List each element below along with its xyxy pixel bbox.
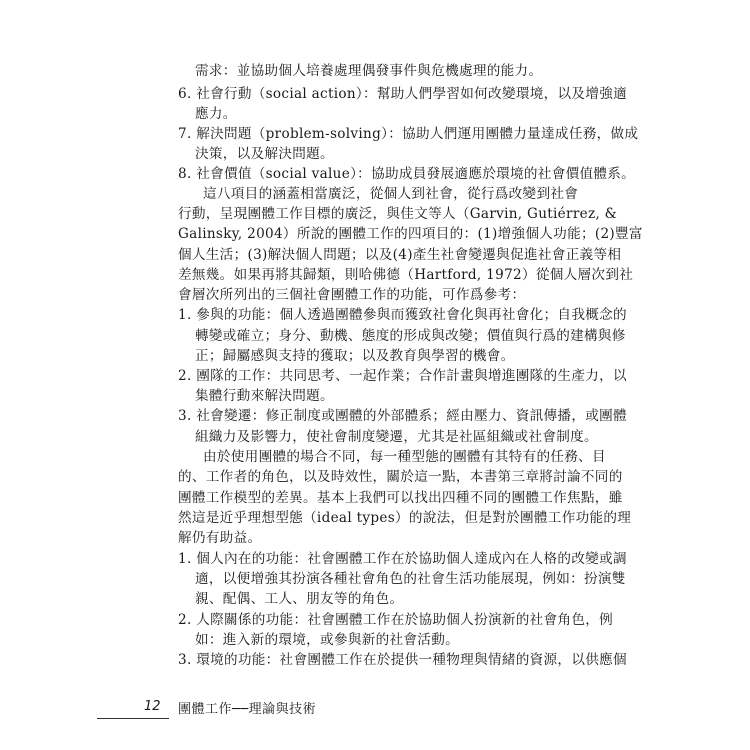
body-line-15: 正；歸屬感與支持的獲取；以及教育與學習的機會。 [195,348,515,364]
body-line-17: 集體行動來解決問題。 [195,388,334,404]
body-line-2: 6. 社會行動（social action）：幫助人們學習如何改變環境，以及增強適 [178,86,627,102]
body-line-19: 組織力及影響力，使社會制度變遷，尤其是社區組織或社會制度。 [195,429,598,445]
body-line-27: 親、配偶、工人、朋友等的角色。 [195,591,404,607]
body-line-21: 的、工作者的角色，以及時效性，關於這一點，本書第三章將討論不同的 [178,469,623,485]
body-line-23: 然這是近乎理想型態（ideal types）的說法，但是對於團體工作功能的理 [178,510,632,526]
body-line-3: 應力。 [195,106,237,122]
body-line-9: Galinsky, 2004）所說的團體工作的四項目的：(1)增強個人功能；(2)豐富 [178,226,643,242]
body-line-22: 團體工作模型的差異。基本上我們可以找出四種不同的團體工作焦點，雖 [178,490,623,506]
body-line-24: 解仍有助益。 [178,530,262,546]
body-line-13: 1. 參與的功能：個人透過團體參與而獲致社會化與再社會化；自我概念的 [178,307,627,323]
body-line-12: 會層次所列出的三個社會團體工作的功能，可作爲參考： [178,287,526,303]
body-line-28: 2. 人際關係的功能：社會團體工作在於協助個人扮演新的社會角色，例 [178,612,614,628]
body-line-6: 8. 社會價值（social value）：協助成員發展適應於環境的社會價值體系。 [178,166,636,182]
body-line-29: 如：進入新的環境，或參與新的社會活動。 [195,632,459,648]
body-line-11: 差無幾。如果再將其歸類，則哈佛德（Hartford, 1972）從個人層次到社 [178,267,634,283]
body-line-16: 2. 團隊的工作：共同思考、一起作業；合作計畫與增進團隊的生產力，以 [178,368,627,384]
body-line-20: 由於使用團體的場合不同，每一種型態的團體有其特有的任務、目 [203,449,606,465]
book-title: 團體工作──理論與技術 [178,702,317,717]
page-number: 12 [144,699,161,714]
body-line-4: 7. 解決問題（problem-solving）：協助人們運用團體力量達成任務，做成 [178,126,639,142]
body-line-14: 轉變或確立；身分、動機、態度的形成與改變；價值與行爲的建構與修 [195,328,626,344]
body-line-8: 行動，呈現團體工作目標的廣泛，與佳文等人（Garvin, Gutiérrez, & [178,206,618,222]
body-line-30: 3. 環境的功能：社會團體工作在於提供一種物理與情緒的資源，以供應個 [178,652,627,668]
body-line-25: 1. 個人內在的功能：社會團體工作在於協助個人達成內在人格的改變或調 [178,551,627,567]
body-line-1: 需求：並協助個人培養處理偶發事件與危機處理的能力。 [195,63,543,79]
body-line-5: 決策，以及解決問題。 [195,146,334,162]
body-line-26: 適，以便增強其扮演各種社會角色的社會生活功能展現，例如：扮演雙 [195,571,626,587]
body-line-18: 3. 社會變遷：修正制度或團體的外部體系；經由壓力、資訊傳播，或團體 [178,408,627,424]
body-line-10: 個人生活；(3)解決個人問題；以及(4)產生社會變遷與促進社會正義等相 [178,247,622,263]
body-line-7: 這八項目的涵蓋相當廣泛，從個人到社會，從行爲改變到社會 [203,186,579,202]
